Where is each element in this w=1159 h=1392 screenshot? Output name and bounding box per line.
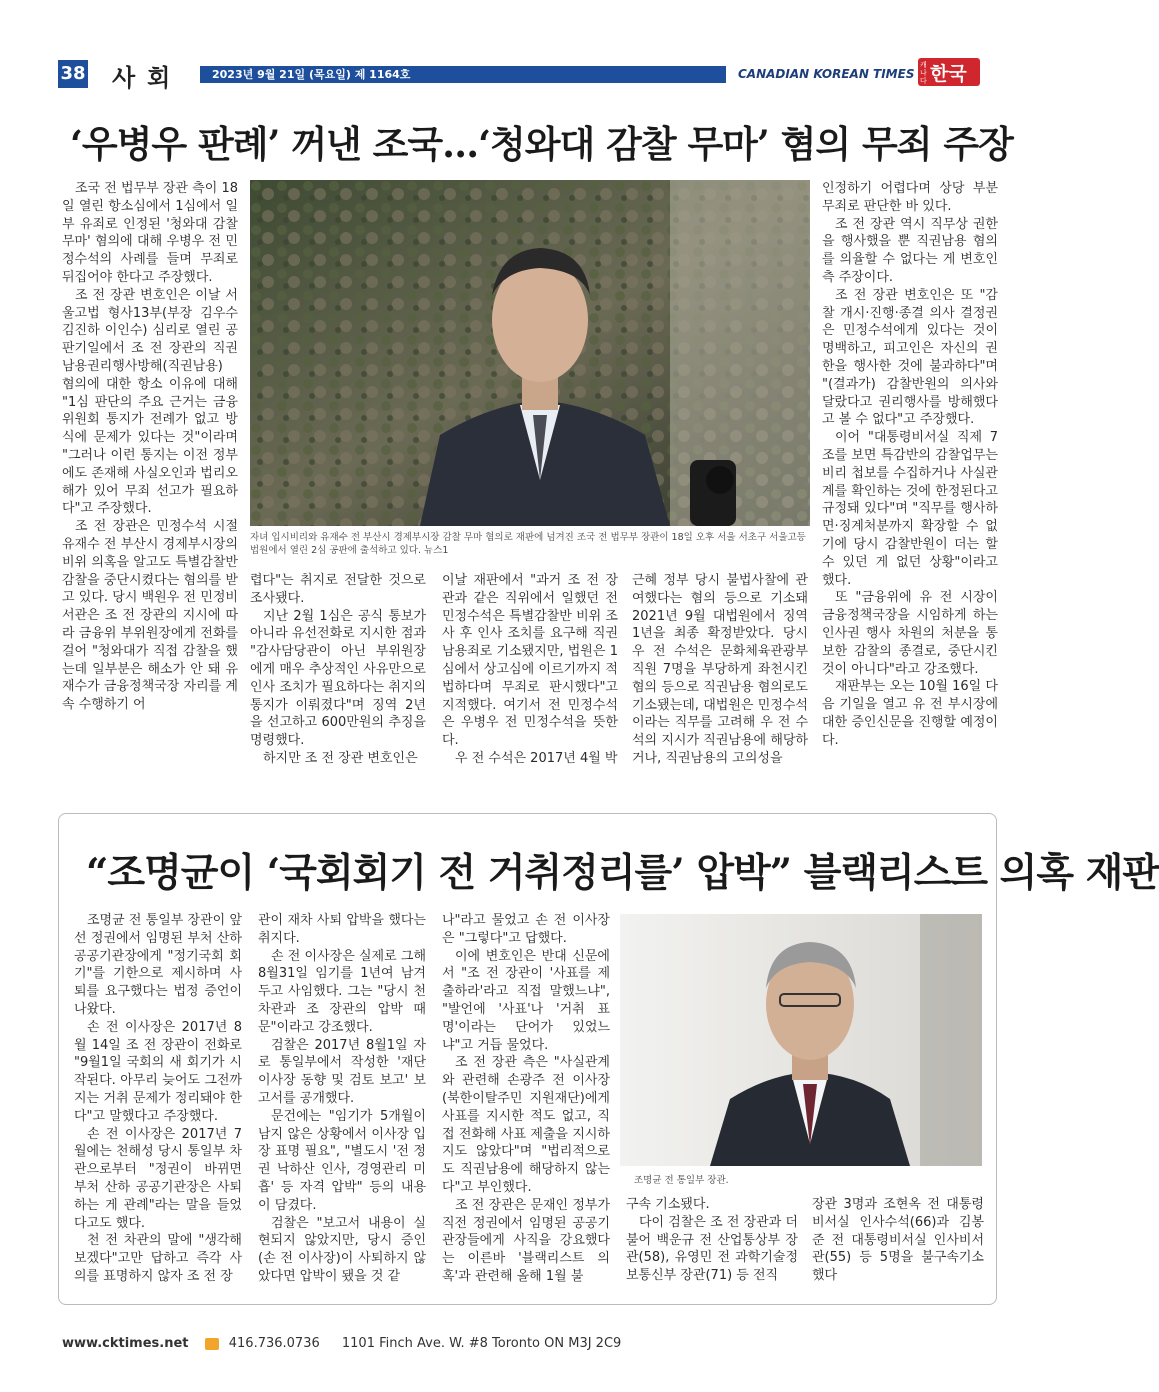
paragraph: 조 전 장관 역시 직무상 권한을 행사했을 뿐 직권남용 혐의를 의율할 수 없다는 게 변호인 측 주장이다.: [822, 216, 998, 285]
article1-column-5: [822, 180, 998, 750]
article1-column-4: [632, 572, 808, 768]
article2-photo: [620, 914, 982, 1166]
article2-column-5: [812, 1196, 984, 1285]
paragraph: 근혜 정부 당시 불법사찰에 관여했다는 혐의 등으로 기소돼 2021년 9월 대법원에서 징역 1년을 최종 확정받았다. 당시 우 전 수석은 문화체육관광부 직원 7명을 부당하게 좌천시킨 혐의 등으로 직권남용 혐의로도 기소됐는데, 대법원은 민정수석이라는 직무를 고려해 우 전 수석의 지시가 직권남용에 해당하거나, 직권남용의 고의성을: [632, 573, 808, 766]
paragraph: 문건에는 "임기가 5개월이 남지 않은 상황에서 이사장 입장 표명 필요", "별도시 '전 정권 낙하산 인사, 경영관리 미흡' 등 자격 압박" 등의 내용이 담겼다.: [258, 1108, 426, 1213]
phone-number: 416.736.0736: [228, 1336, 320, 1351]
address: 1101 Finch Ave. W. #8 Toronto ON M3J 2C9: [341, 1336, 622, 1351]
paragraph: 지난 2월 1심은 공식 통보가 아니라 유선전화로 지시한 점과 "감사담당관이 아닌 부위원장에게 매우 추상적인 사유만으로 인사 조치가 필요하다는 취지의 통지가 이뤄졌다"며 징역 2년을 선고하고 600만원의 추징을 명령했다.: [250, 608, 426, 749]
paragraph: 조 전 장관 변호인은 또 "감찰 개시·진행·종결 의사 결정권은 민정수석에게 있다는 것이 명백하고, 피고인은 자신의 권한을 행사한 것에 불과하다"며 "(결과가) 감찰반원의 의사와 달랐다고 권리행사를 방해했다고 볼 수 없다"고 주장했다.: [822, 287, 998, 428]
paragraph: 관이 재차 사퇴 압박을 했다는 취지다.: [258, 913, 426, 946]
article1-photo: [250, 180, 810, 526]
footer: [62, 1336, 621, 1351]
paragraph: 천 전 차관의 말에 "생각해 보겠다"고만 답하고 즉각 사의를 표명하지 않자 조 전 장: [74, 1233, 242, 1284]
article1-headline: ‘우병우 판례’ 꺼낸 조국…‘청와대 감찰 무마’ 혐의 무죄 주장: [70, 122, 1013, 166]
issue-date: 2023년 9월 21일 (목요일) 제 1164호: [212, 68, 411, 81]
paragraph: 검찰은 "보고서 내용이 실현되지 않았지만, 당시 증인(손 전 이사장)이 사퇴하지 않았다면 압박이 됐을 것 같: [258, 1215, 426, 1284]
paragraph: 조 전 장관 변호인은 이날 서울고법 형사13부(부장 김우수 김진하 이인수) 심리로 열린 공판기일에서 조 전 장관의 직권남용권리행사방해(직권남용) 혐의에 대한 항소 이유에 대해 "1심 판단의 주요 근거는 금융위원회 통지가 전례가 없고 방식에 문제가 있다는 것"이라며 "그러나 이런 통지는 이전 정부에도 존재해 사실오인과 법리오해가 있어 무죄 선고가 필요하다"고 주장했다.: [62, 287, 238, 517]
paragraph: 조 전 장관은 문재인 정부가 직전 정권에서 임명된 공공기관장들에게 사직을 강요했다는 이른바 '블랙리스트 의혹'과 관련해 올해 1월 불: [442, 1197, 610, 1284]
article1-column-1: [62, 180, 238, 714]
paragraph: 손 전 이사장은 2017년 7월에는 천해성 당시 통일부 차관으로부터 "정권이 바뀌면 부처 산하 공공기관장은 사퇴하는 게 관례"라는 말을 들었다고도 했다.: [74, 1126, 242, 1231]
paragraph: 나"라고 물었고 손 전 이사장은 "그렇다"고 답했다.: [442, 913, 610, 946]
paragraph: 조 전 장관은 민정수석 시절 유재수 전 부산시 경제부시장의 비위 의혹을 알고도 특별감찰반 감찰을 중단시켰다는 혐의를 받고 있다. 당시 백원우 전 민정비서관은 조 전 장관의 지시에 따라 금융위 부위원장에게 전화를 걸어 "청와대가 직접 감찰을 했는데 일부분은 해소가 안 돼 유재수가 금융정책국장 자리를 계속 수행하기 어: [62, 519, 238, 713]
newspaper-logo: 캐나다 한국인: [918, 58, 980, 88]
paragraph: 장관 3명과 조현옥 전 대통령비서실 인사수석(66)과 김봉준 전 대통령비서실 인사비서관(55) 등 5명을 불구속기소했다: [812, 1197, 984, 1284]
article2-column-2: [258, 912, 426, 1286]
paragraph: 구속 기소됐다.: [626, 1197, 710, 1212]
paragraph: 검찰은 2017년 8월1일 자로 통일부에서 작성한 '재단 이사장 동향 및 검토 보고' 보고서를 공개했다.: [258, 1037, 426, 1106]
paragraph: 조 전 장관 측은 "사실관계와 관련해 손광주 전 이사장(북한이탈주민 지원재단)에게 사표를 지시한 적도 없고, 직접 전화해 사표 제출을 지시하지도 않았다"며 "법리적으로도 직권남용에 해당하지 않는다"고 부인했다.: [442, 1055, 610, 1195]
page-number: 38: [58, 60, 88, 88]
paragraph: 조명균 전 통일부 장관이 앞선 정권에서 임명된 부처 산하 공공기관장에게 "정기국회 회기"를 기한으로 제시하며 사퇴를 요구했다는 법정 증언이 나왔다.: [74, 913, 242, 1017]
phone-icon: [205, 1338, 219, 1350]
paragraph: 이에 변호인은 반대 신문에서 "조 전 장관이 '사표를 제출하라'라고 직접 말했느냐", "발언에 '사표'나 '거취 표명'이라는 단어가 있었느냐"고 거듭 물었다.: [442, 948, 610, 1053]
paragraph: 이날 재판에서 "과거 조 전 장관과 같은 직위에서 일했던 전 민정수석은 특별감찰반 비위 조사 후 인사 조치를 요구해 직권남용죄로 기소됐지만, 법원은 1심에서 상고심에 이르기까지 적법하다며 무죄로 판시했다"고 지적했다. 여기서 전 민정수석은 우병우 전 민정수석을 뜻한다.: [442, 573, 618, 749]
paragraph: 다이 검찰은 조 전 장관과 더불어 백운규 전 산업통상부 장관(58), 유영민 전 과학기술정보통신부 장관(71) 등 전직: [626, 1214, 798, 1284]
article2-photo-caption: 조명균 전 통일부 장관.: [634, 1175, 729, 1186]
paragraph: 하지만 조 전 장관 변호인은: [263, 750, 418, 766]
section-title: 사회: [112, 64, 183, 92]
paragraph: 손 전 이사장은 2017년 8월 14일 조 전 장관이 전화로 "9월1일 국회의 새 회기가 시작된다. 아무리 늦어도 그전까지는 거취 문제가 정리돼야 한다"고 말했다고 주장했다.: [74, 1019, 242, 1124]
article2-column-3: [442, 912, 610, 1286]
paragraph: 손 전 이사장은 실제로 그해 8월31일 임기를 1년여 남겨두고 사임했다. 그는 "당시 천 차관과 조 장관의 압박 때문"이라고 강조했다.: [258, 948, 426, 1035]
paragraph: 재판부는 오는 10월 16일 다음 기일을 열고 유 전 부시장에 대한 증인신문을 진행할 예정이다.: [822, 679, 998, 748]
paragraph: 렵다"는 취지로 전달한 것으로 조사됐다.: [250, 573, 426, 606]
article2-column-1: [74, 912, 242, 1286]
article1-column-2: [250, 572, 426, 768]
website-link[interactable]: www.cktimes.net: [62, 1336, 189, 1351]
article1-column-3: [442, 572, 618, 768]
article2-headline: “조명균이 ‘국회회기 전 거취정리를’ 압박” 블랙리스트 의혹 재판: [86, 850, 1159, 896]
article2-column-4: [626, 1196, 798, 1285]
article1-photo-caption: 자녀 입시비리와 유재수 전 부산시 경제부시장 감찰 무마 혐의로 재판에 넘겨진 조국 전 법무부 장관이 18일 오후 서울 서초구 서울고등법원에서 열린 2심 공판에 출석하고 있다. 뉴스1: [250, 532, 806, 556]
paragraph: 또 "금융위에 유 전 시장이 금융정책국장을 시임하게 하는 인사권 행사 차원의 처분을 통보한 감찰의 종결로, 중단시킨 것이 아니다"라고 강조했다.: [822, 590, 998, 677]
paragraph: 조국 전 법무부 장관 측이 18일 열린 항소심에서 1심에서 일부 유죄로 인정된 '청와대 감찰 무마' 혐의에 대해 우병우 전 민정수석의 사례를 들며 무죄로 뒤집어야 한다고 주장했다.: [62, 181, 238, 285]
paragraph: 인정하기 어렵다며 상당 부분 무죄로 판단한 바 있다.: [822, 181, 998, 214]
paper-name: CANADIAN KOREAN TIMES: [738, 67, 915, 81]
paragraph: 우 전 수석은 2017년 4월 박: [455, 750, 618, 766]
paragraph: 이어 "대통령비서실 직제 7조를 보면 특감반의 감찰업무는 비리 첩보를 수집하거나 사실관계를 확인하는 것에 한정된다고 규정돼 있다"며 "직무를 행사하면·징계처분까지 확장할 수 없기에 당시 감찰반원이 더는 할 수 있던 게 없던 상황"이라고 했다.: [822, 430, 998, 588]
